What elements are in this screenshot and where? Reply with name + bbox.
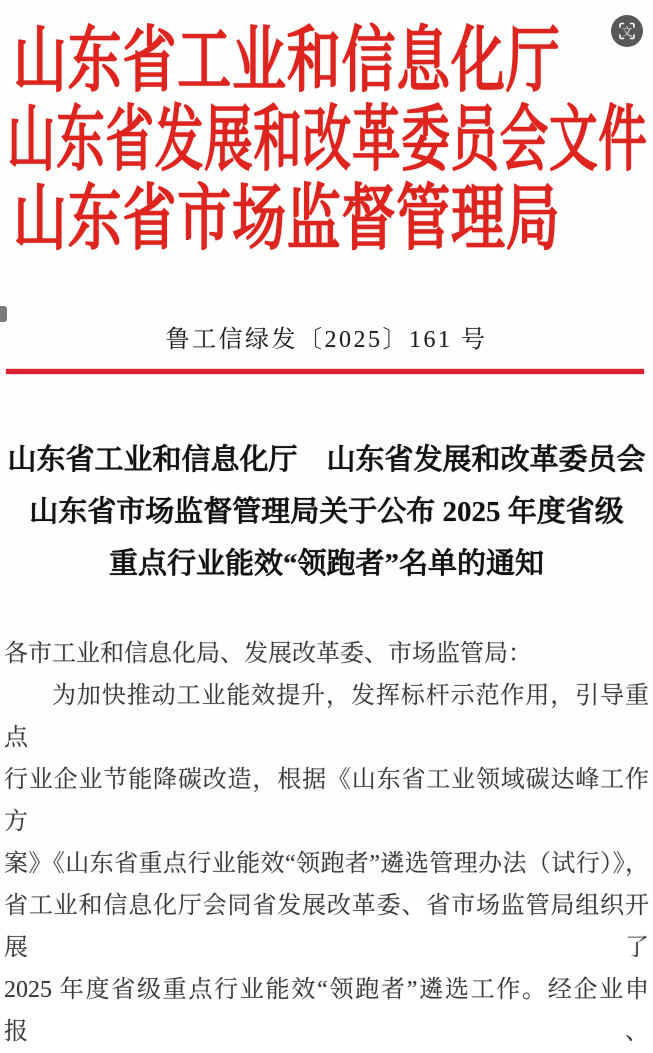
salutation-line: 各市工业和信息化局、发展改革委、市场监管局： [4, 641, 532, 667]
title-line-2: 山东省市场监督管理局关于公布 2025 年度省级 [29, 496, 624, 528]
document-reference-number: 鲁工信绿发〔2025〕161 号 [165, 327, 488, 353]
document-title [0, 434, 653, 590]
scan-artifact [0, 306, 7, 322]
letterhead [7, 21, 653, 259]
title-line-1: 山东省工业和信息化厅 山东省发展和改革委员会 [7, 444, 646, 476]
letterhead-line-3: 山东省市场监督管理局 [13, 179, 561, 259]
body-line-1: 为加快推动工业能效提升，发挥标杆示范作用，引导重点 [4, 683, 649, 751]
body-line-4: 省工业和信息化厅会同省发展改革委、省市场监管局组织开展了 [4, 893, 649, 961]
translate-icon-glyph: 文 [621, 26, 633, 39]
red-divider-line [6, 369, 644, 374]
body-line-5: 2025 年度省级重点行业能效“领跑者”遴选工作。经企业申报、 [4, 977, 649, 1045]
letterhead-line-2: 山东省发展和改革委员会文件 [7, 100, 648, 180]
body-line-2: 行业企业节能降碳改造，根据《山东省工业领域碳达峰工作方 [4, 767, 649, 835]
letterhead-line-1: 山东省工业和信息化厅 [13, 21, 561, 101]
document-body [4, 633, 649, 1053]
title-line-3: 重点行业能效“领跑者”名单的通知 [108, 548, 544, 580]
body-line-3: 案》《山东省重点行业能效“领跑者”遴选管理办法（试行）》， [4, 851, 649, 877]
